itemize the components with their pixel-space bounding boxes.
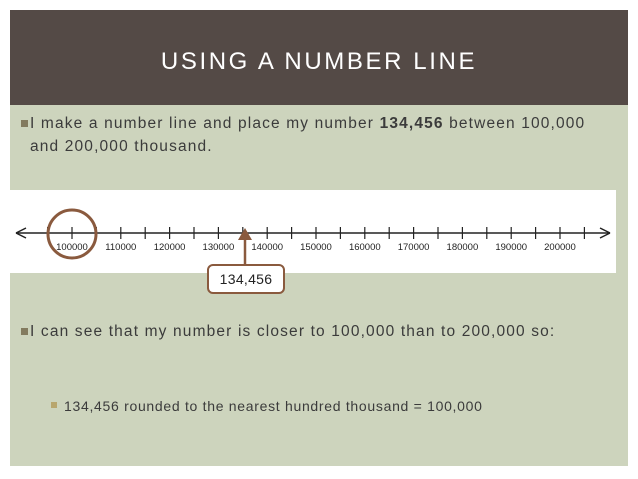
tick-label: 110000: [105, 242, 137, 253]
bullet-1-text-end: between 100,000 and 200,000 thousand.: [30, 115, 586, 155]
tick-label: 200000: [544, 242, 576, 253]
tick-label: 170000: [397, 242, 430, 253]
slide-title: USING A NUMBER LINE: [160, 47, 478, 75]
tick-label: 180000: [446, 242, 479, 253]
tick-label: 190000: [495, 242, 528, 253]
value-callout: 134,456: [207, 264, 285, 294]
tick-label: 120000: [153, 242, 186, 253]
number-line: [10, 190, 616, 273]
tick-label: 160000: [348, 242, 381, 253]
bullet-2-text: I can see that my number is closer to 100,000 than to 200,000 so:: [30, 323, 556, 340]
tick-label: 100000: [56, 242, 88, 253]
title-bar: [10, 10, 628, 105]
bullet-1: [30, 112, 610, 158]
sub-bullet-text: 134,456 rounded to the nearest hundred thousand = 100,000: [64, 398, 483, 414]
bullet-marker: [21, 120, 28, 127]
tick-label: 130000: [202, 242, 235, 253]
bullet-marker: [21, 328, 28, 335]
tick-label: 140000: [251, 242, 284, 253]
highlight-number: 134,456: [379, 115, 444, 132]
sub-bullet-marker: [51, 402, 57, 408]
number-line-panel: [10, 190, 616, 273]
bullet-1-text-start: I make a number line and place my number: [30, 115, 380, 132]
sub-bullet: [64, 395, 604, 418]
bullet-2: [30, 320, 610, 343]
tick-label: 150000: [300, 242, 332, 253]
